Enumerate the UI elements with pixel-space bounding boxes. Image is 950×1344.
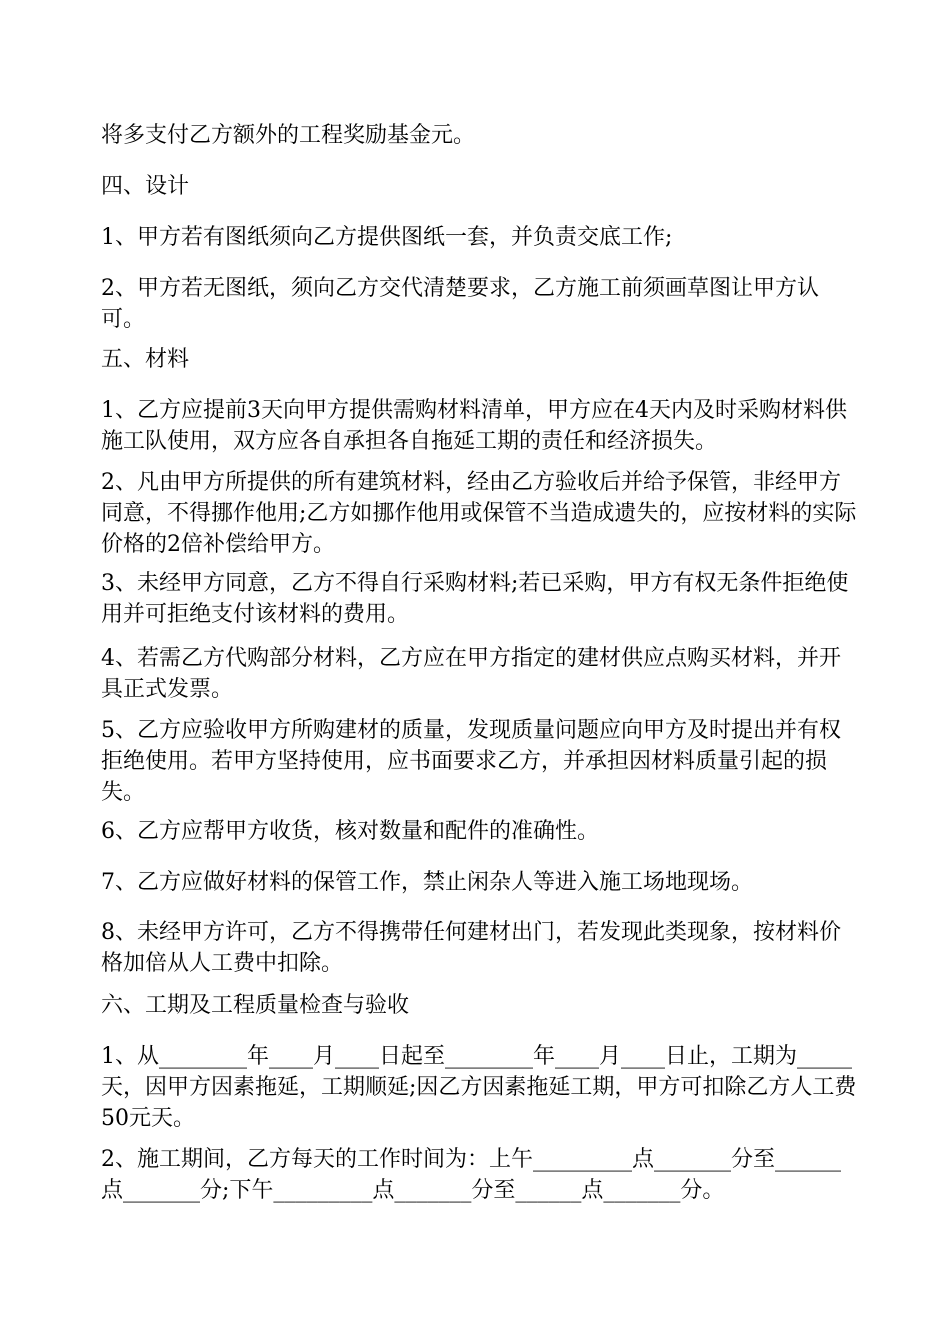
paragraph-materials-4: 4、若需乙方代购部分材料，乙方应在甲方指定的建材供应点购买材料，并开具正式发票。 bbox=[101, 646, 841, 702]
paragraph-materials-8: 8、未经甲方许可，乙方不得携带任何建材出门，若发现此类现象，按材料价格加倍从人工费中扣除。 bbox=[101, 920, 841, 976]
paragraph-schedule-1: 1、从________年____月____日起至________年____月____日止，工期为_____天，因甲方因素拖延，工期顺延;因乙方因素拖延工期，甲方可扣除乙方人工费50元天。 bbox=[101, 1044, 857, 1131]
paragraph-materials-7: 7、乙方应做好材料的保管工作，禁止闲杂人等进入施工场地现场。 bbox=[101, 870, 753, 895]
heading-design: 四、设计 bbox=[101, 174, 190, 199]
heading-schedule: 六、工期及工程质量检查与验收 bbox=[101, 993, 410, 1018]
paragraph-design-2: 2、甲方若无图纸，须向乙方交代清楚要求，乙方施工前须画草图让甲方认可。 bbox=[101, 276, 819, 332]
paragraph-materials-1: 1、乙方应提前3天向甲方提供需购材料清单，甲方应在4天内及时采购材料供施工队使用，双方应各自承担各自拖延工期的责任和经济损失。 bbox=[101, 398, 847, 454]
heading-materials: 五、材料 bbox=[101, 347, 190, 372]
paragraph-design-1: 1、甲方若有图纸须向乙方提供图纸一套，并负责交底工作; bbox=[101, 225, 673, 250]
paragraph-schedule-2: 2、施工期间，乙方每天的工作时间为：上午_________点_______分至______点_______分;下午_________点_______分至______点_______分。 bbox=[101, 1147, 841, 1203]
paragraph-bonus: 将多支付乙方额外的工程奖励基金元。 bbox=[101, 123, 476, 148]
paragraph-materials-5: 5、乙方应验收甲方所购建材的质量，发现质量问题应向甲方及时提出并有权拒绝使用。若甲方坚持使用，应书面要求乙方，并承担因材料质量引起的损失。 bbox=[101, 718, 841, 805]
paragraph-materials-3: 3、未经甲方同意，乙方不得自行采购材料;若已采购，甲方有权无条件拒绝使用并可拒绝支付该材料的费用。 bbox=[101, 571, 849, 627]
paragraph-materials-2: 2、凡由甲方所提供的所有建筑材料，经由乙方验收后并给予保管，非经甲方同意，不得挪作他用;乙方如挪作他用或保管不当造成遗失的，应按材料的实际价格的2倍补偿给甲方。 bbox=[101, 470, 857, 557]
paragraph-materials-6: 6、乙方应帮甲方收货，核对数量和配件的准确性。 bbox=[101, 819, 599, 844]
